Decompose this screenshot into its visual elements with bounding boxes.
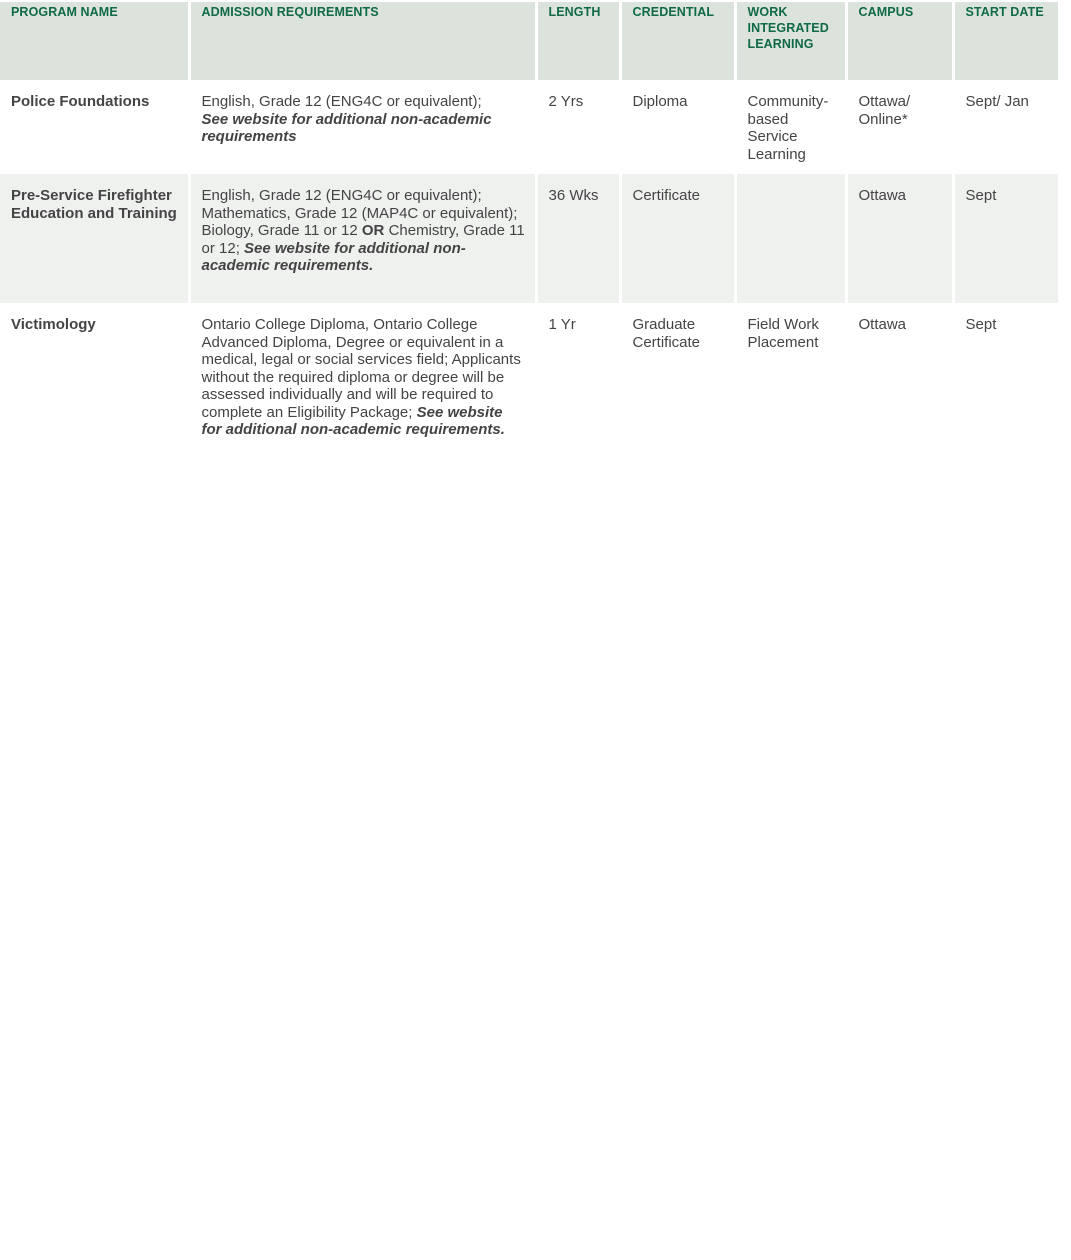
length-cell: 2 Yrs xyxy=(536,80,620,174)
requirements-emphasis: See website for additional non-academic requirements. xyxy=(201,239,466,274)
header-work-integrated-learning: WORK INTEGRATED LEARNING xyxy=(735,2,846,80)
campus-cell: Ottawa xyxy=(846,303,953,467)
start-date-cell: Sept xyxy=(953,303,1058,467)
campus-cell: Ottawa xyxy=(846,174,953,303)
requirements-text-2: Chemistry, Grade 11 or 12; xyxy=(201,222,525,257)
work-integrated-learning-cell: Field Work Placement xyxy=(735,303,846,467)
header-admission-requirements: ADMISSION REQUIREMENTS xyxy=(189,2,536,80)
credential-cell: Diploma xyxy=(620,80,735,174)
table-row xyxy=(0,174,1058,303)
start-date-cell: Sept xyxy=(953,174,1058,303)
header-row xyxy=(0,2,1058,80)
programs-table xyxy=(0,2,1058,467)
table-header xyxy=(0,2,1058,80)
length-cell: 36 Wks xyxy=(536,174,620,303)
requirements-emphasis: See website for additional non-academic requirements xyxy=(201,110,492,145)
credential-cell: Certificate xyxy=(620,174,735,303)
requirements-text: English, Grade 12 (ENG4C or equivalent); Mathematics, Grade 12 (MAP4C or equivalent); Biology, Grade 11 or 12 xyxy=(201,187,518,239)
table-row xyxy=(0,80,1058,174)
work-integrated-learning-cell: Community-based Service Learning xyxy=(735,80,846,174)
program-name-cell: Pre-Service Firefighter Education and Training xyxy=(0,174,189,303)
requirements-text: English, Grade 12 (ENG4C or equivalent); xyxy=(201,93,482,110)
header-length: LENGTH xyxy=(536,2,620,80)
credential-cell: Graduate Certificate xyxy=(620,303,735,467)
length-cell: 1 Yr xyxy=(536,303,620,467)
requirements-or: OR xyxy=(361,222,385,239)
header-campus: CAMPUS xyxy=(846,2,953,80)
header-start-date: START DATE xyxy=(953,2,1058,80)
campus-cell: Ottawa/ Online* xyxy=(846,80,953,174)
requirements-text: Ontario College Diploma, Ontario College Advanced Diploma, Degree or equivalent in a medical, legal or social services field; Applicants without the required diploma or degree will be assessed individually and will be required to complete an Eligibility Package; xyxy=(201,316,521,421)
header-credential: CREDENTIAL xyxy=(620,2,735,80)
admission-requirements-cell xyxy=(189,303,536,467)
header-program-name: PROGRAM NAME xyxy=(0,2,189,80)
requirements-emphasis: See website for additional non-academic requirements. xyxy=(201,403,505,438)
program-name-cell: Police Foundations xyxy=(11,93,150,110)
start-date-cell: Sept/ Jan xyxy=(953,80,1058,174)
program-name-cell: Victimology xyxy=(0,303,189,467)
work-integrated-learning-cell xyxy=(735,174,846,303)
admission-requirements-cell xyxy=(189,174,536,303)
admission-requirements-cell xyxy=(189,80,536,174)
table-body xyxy=(0,80,1058,467)
table-row xyxy=(0,303,1058,467)
